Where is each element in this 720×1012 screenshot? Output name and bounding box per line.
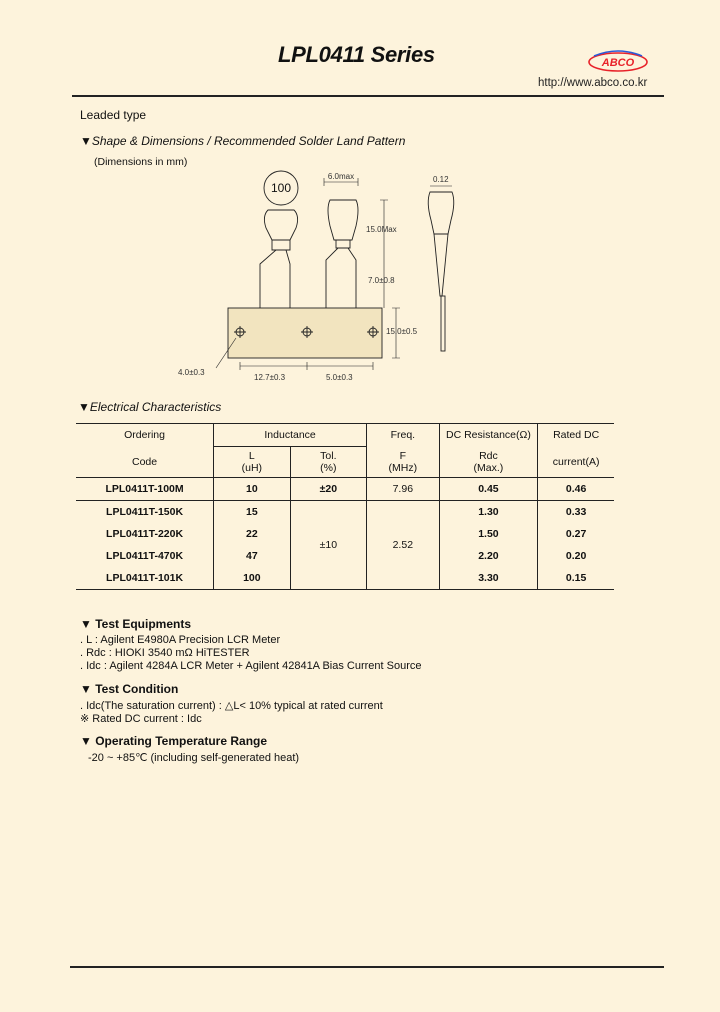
header-freq: Freq.	[367, 424, 440, 447]
dim-width-max: 6.0max	[327, 172, 355, 181]
header-rated-unit: current(A)	[538, 447, 614, 478]
header-rdc-unit: (Max.)	[473, 461, 504, 474]
table-row	[76, 477, 614, 500]
header-tol-unit: (%)	[320, 461, 337, 474]
row-code: LPL0411T-150K	[106, 505, 184, 518]
row-current: 0.33	[538, 500, 614, 523]
operating-temp-heading: ▼ Operating Temperature Range	[80, 734, 268, 748]
dim-hole: 4.0±0.3	[178, 368, 205, 377]
dim-height-max: 15.0Max	[366, 225, 397, 234]
header-dcr: DC Resistance(Ω)	[439, 424, 538, 447]
header-f-label: F	[399, 449, 407, 462]
test-condition-heading: ▼ Test Condition	[80, 682, 179, 696]
header-divider	[72, 95, 664, 97]
header-tol-label: Tol.	[320, 449, 337, 462]
dim-span: 12.7±0.3	[254, 373, 286, 382]
logo-text: ABCO	[601, 57, 635, 69]
row-l: 100	[214, 567, 290, 590]
shape-heading: ▼Shape & Dimensions / Recommended Solder Land Pattern	[80, 134, 406, 148]
group-freq: 2.52	[367, 500, 440, 589]
dim-land-height: 15.0±0.5	[386, 327, 418, 336]
test-equipment-line: . L : Agilent E4980A Precision LCR Meter	[80, 634, 281, 646]
row-rdc: 0.45	[439, 477, 538, 500]
row-tol: ±20	[290, 477, 366, 500]
row-l: 47	[214, 545, 290, 567]
test-equipment-line: . Rdc : HIOKI 3540 mΩ HiTESTER	[80, 647, 250, 659]
header-code: Code	[76, 447, 214, 478]
operating-temp-line: -20 ~ +85℃ (including self-generated heat)	[88, 752, 300, 764]
header-rdc-label: Rdc	[479, 449, 498, 462]
website-url[interactable]: http://www.abco.co.kr	[538, 77, 648, 89]
row-code: LPL0411T-470K	[106, 549, 184, 562]
dimensions-note: (Dimensions in mm)	[94, 156, 188, 168]
row-l: 10	[214, 477, 290, 500]
row-code: LPL0411T-220K	[106, 527, 184, 540]
group-tol: ±10	[290, 500, 366, 589]
row-current: 0.20	[538, 545, 614, 567]
dim-pitch: 5.0±0.3	[326, 373, 353, 382]
row-rdc: 3.30	[439, 567, 538, 590]
electrical-table	[76, 423, 614, 590]
header-tol	[290, 447, 366, 478]
header-inductance: Inductance	[214, 424, 367, 447]
header-l	[214, 447, 290, 478]
dim-lead-length: 7.0±0.8	[368, 276, 395, 285]
row-code: LPL0411T-101K	[76, 567, 214, 590]
type-label: Leaded type	[80, 108, 147, 122]
test-condition-line: ※ Rated DC current : Idc	[80, 713, 202, 725]
table-row	[76, 500, 614, 523]
header-f	[367, 447, 440, 478]
page-title: LPL0411 Series	[278, 42, 435, 67]
header-l-unit: (uH)	[241, 461, 263, 474]
dim-lead-pitch-top: 0.12	[433, 175, 449, 184]
row-current: 0.27	[538, 523, 614, 545]
row-freq: 7.96	[367, 477, 440, 500]
row-rdc: 2.20	[439, 545, 538, 567]
test-condition-line: . Idc(The saturation current) : △L< 10% typical at rated current	[80, 700, 383, 712]
marking-label: 100	[270, 181, 292, 195]
header-f-unit: (MHz)	[388, 461, 418, 474]
row-rdc: 1.30	[439, 500, 538, 523]
header-ordering: Ordering	[76, 424, 214, 447]
row-code: LPL0411T-100M	[76, 477, 214, 500]
header-rdc	[439, 447, 538, 478]
test-equipment-line: . Idc : Agilent 4284A LCR Meter + Agilent 42841A Bias Current Source	[80, 660, 422, 672]
header-rated: Rated DC	[538, 424, 614, 447]
row-l: 22	[214, 523, 290, 545]
row-l: 15	[214, 500, 290, 523]
abco-logo	[586, 48, 650, 74]
electrical-heading: ▼Electrical Characteristics	[78, 400, 222, 414]
footer-divider	[70, 966, 664, 968]
row-current: 0.46	[538, 477, 614, 500]
dimension-drawing	[176, 168, 476, 388]
row-current: 0.15	[538, 567, 614, 590]
test-equipments-heading: ▼ Test Equipments	[80, 617, 191, 631]
row-rdc: 1.50	[439, 523, 538, 545]
header-l-label: L	[248, 449, 255, 462]
